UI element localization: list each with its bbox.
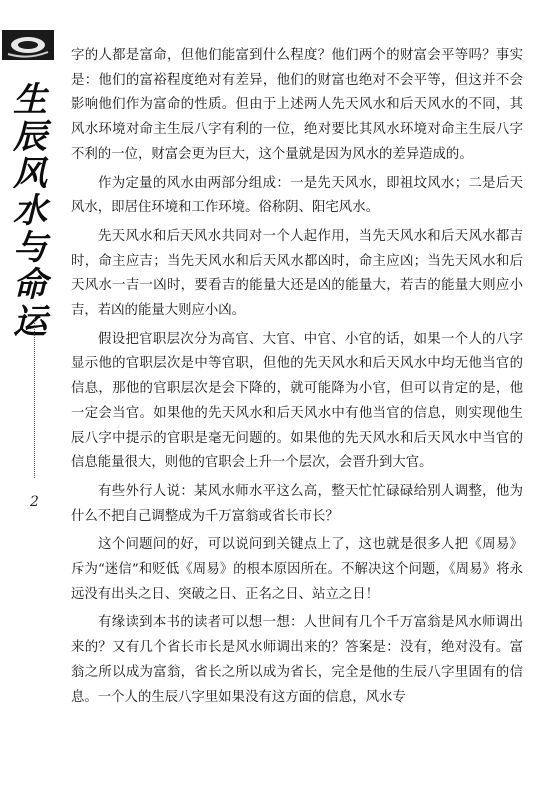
title-char: 生 bbox=[13, 80, 47, 120]
title-char: 命 bbox=[13, 265, 47, 305]
paragraph: 作为定量的风水由两部分组成：一是先天风水，即祖坟风水；二是后天风水，即居住环境和工作环境。俗称阴、阳宅风水。 bbox=[71, 175, 523, 216]
paragraph: 先天风水和后天风水共同对一个人起作用，当先天风水和后天风水都吉时，命主应吉；当先天风水和后天风水都凶时，命主应凶；当先天风水和后天风水一吉一凶时，要看吉的能量大还是凶的能量大，若吉的能量大则应小吉，若凶的能量大则应小凶。 bbox=[71, 228, 523, 319]
title-char: 风 bbox=[13, 154, 47, 194]
paragraph: 这个问题问的好，可以说问到关键点上了，这也就是很多人把《周易》斥为“迷信”和贬低《周易》的根本原因所在。不解决这个问题，《周易》将永远没有出头之日、突破之日、正名之日、站立之日！ bbox=[71, 537, 523, 602]
title-char: 运 bbox=[13, 302, 47, 342]
paragraph: 有些外行人说：某风水师水平这么高，整天忙忙碌碌给别人调整，他为什么不把自己调整成为千万富翁或省长市长？ bbox=[71, 483, 523, 524]
paragraph: 有缘读到本书的读者可以想一想：人世间有几个千万富翁是风水师调出来的？又有几个省长市长是风水师调出来的？答案是：没有，绝对没有。富翁之所以成为富翁，省长之所以成为省长，完全是他的生辰八字里固有的信息。一个人的生辰八字里如果没有这方面的信息，风水专 bbox=[71, 615, 523, 705]
page-number: 2 bbox=[30, 494, 39, 510]
margin-divider bbox=[34, 318, 35, 478]
paragraph: 假设把官职层次分为高官、大官、中官、小官的话，如果一个人的八字显示他的官职层次是中等官职，但他的先天风水和后天风水中均无他当官的信息，那他的官职层次是会下降的，就可能降为小官，但可以肯定的是，他一定会当官。如果他的先天风水和后天风水中有他当官的信息，则实现他生辰八字中提示的官职是毫无问题的。如果他的先天风水和后天风水中当官的信息能量很大，则他的官职会上升一个层次，会晋升到大官。 bbox=[71, 331, 523, 471]
title-char: 水 bbox=[13, 191, 47, 231]
title-char: 辰 bbox=[13, 117, 47, 157]
paragraph: 字的人都是富命，但他们能富到什么程度？他们两个的财富会平等吗？事实是：他们的富裕程度绝对有差异，他们的财富也绝对不会平等，但这并不会影响他们作为富命的性质。但由于上述两人先天风水和后天风水的不同，其风水环境对命主生辰八字有利的一位，绝对要比其风水环境对命主生辰八字不利的一位，财富会更为巨大，这个量就是因为风水的差异造成的。 bbox=[71, 48, 523, 162]
book-logo-icon bbox=[2, 30, 54, 60]
title-char: 与 bbox=[13, 228, 47, 268]
vertical-book-title bbox=[6, 82, 54, 341]
body-text bbox=[71, 44, 523, 714]
